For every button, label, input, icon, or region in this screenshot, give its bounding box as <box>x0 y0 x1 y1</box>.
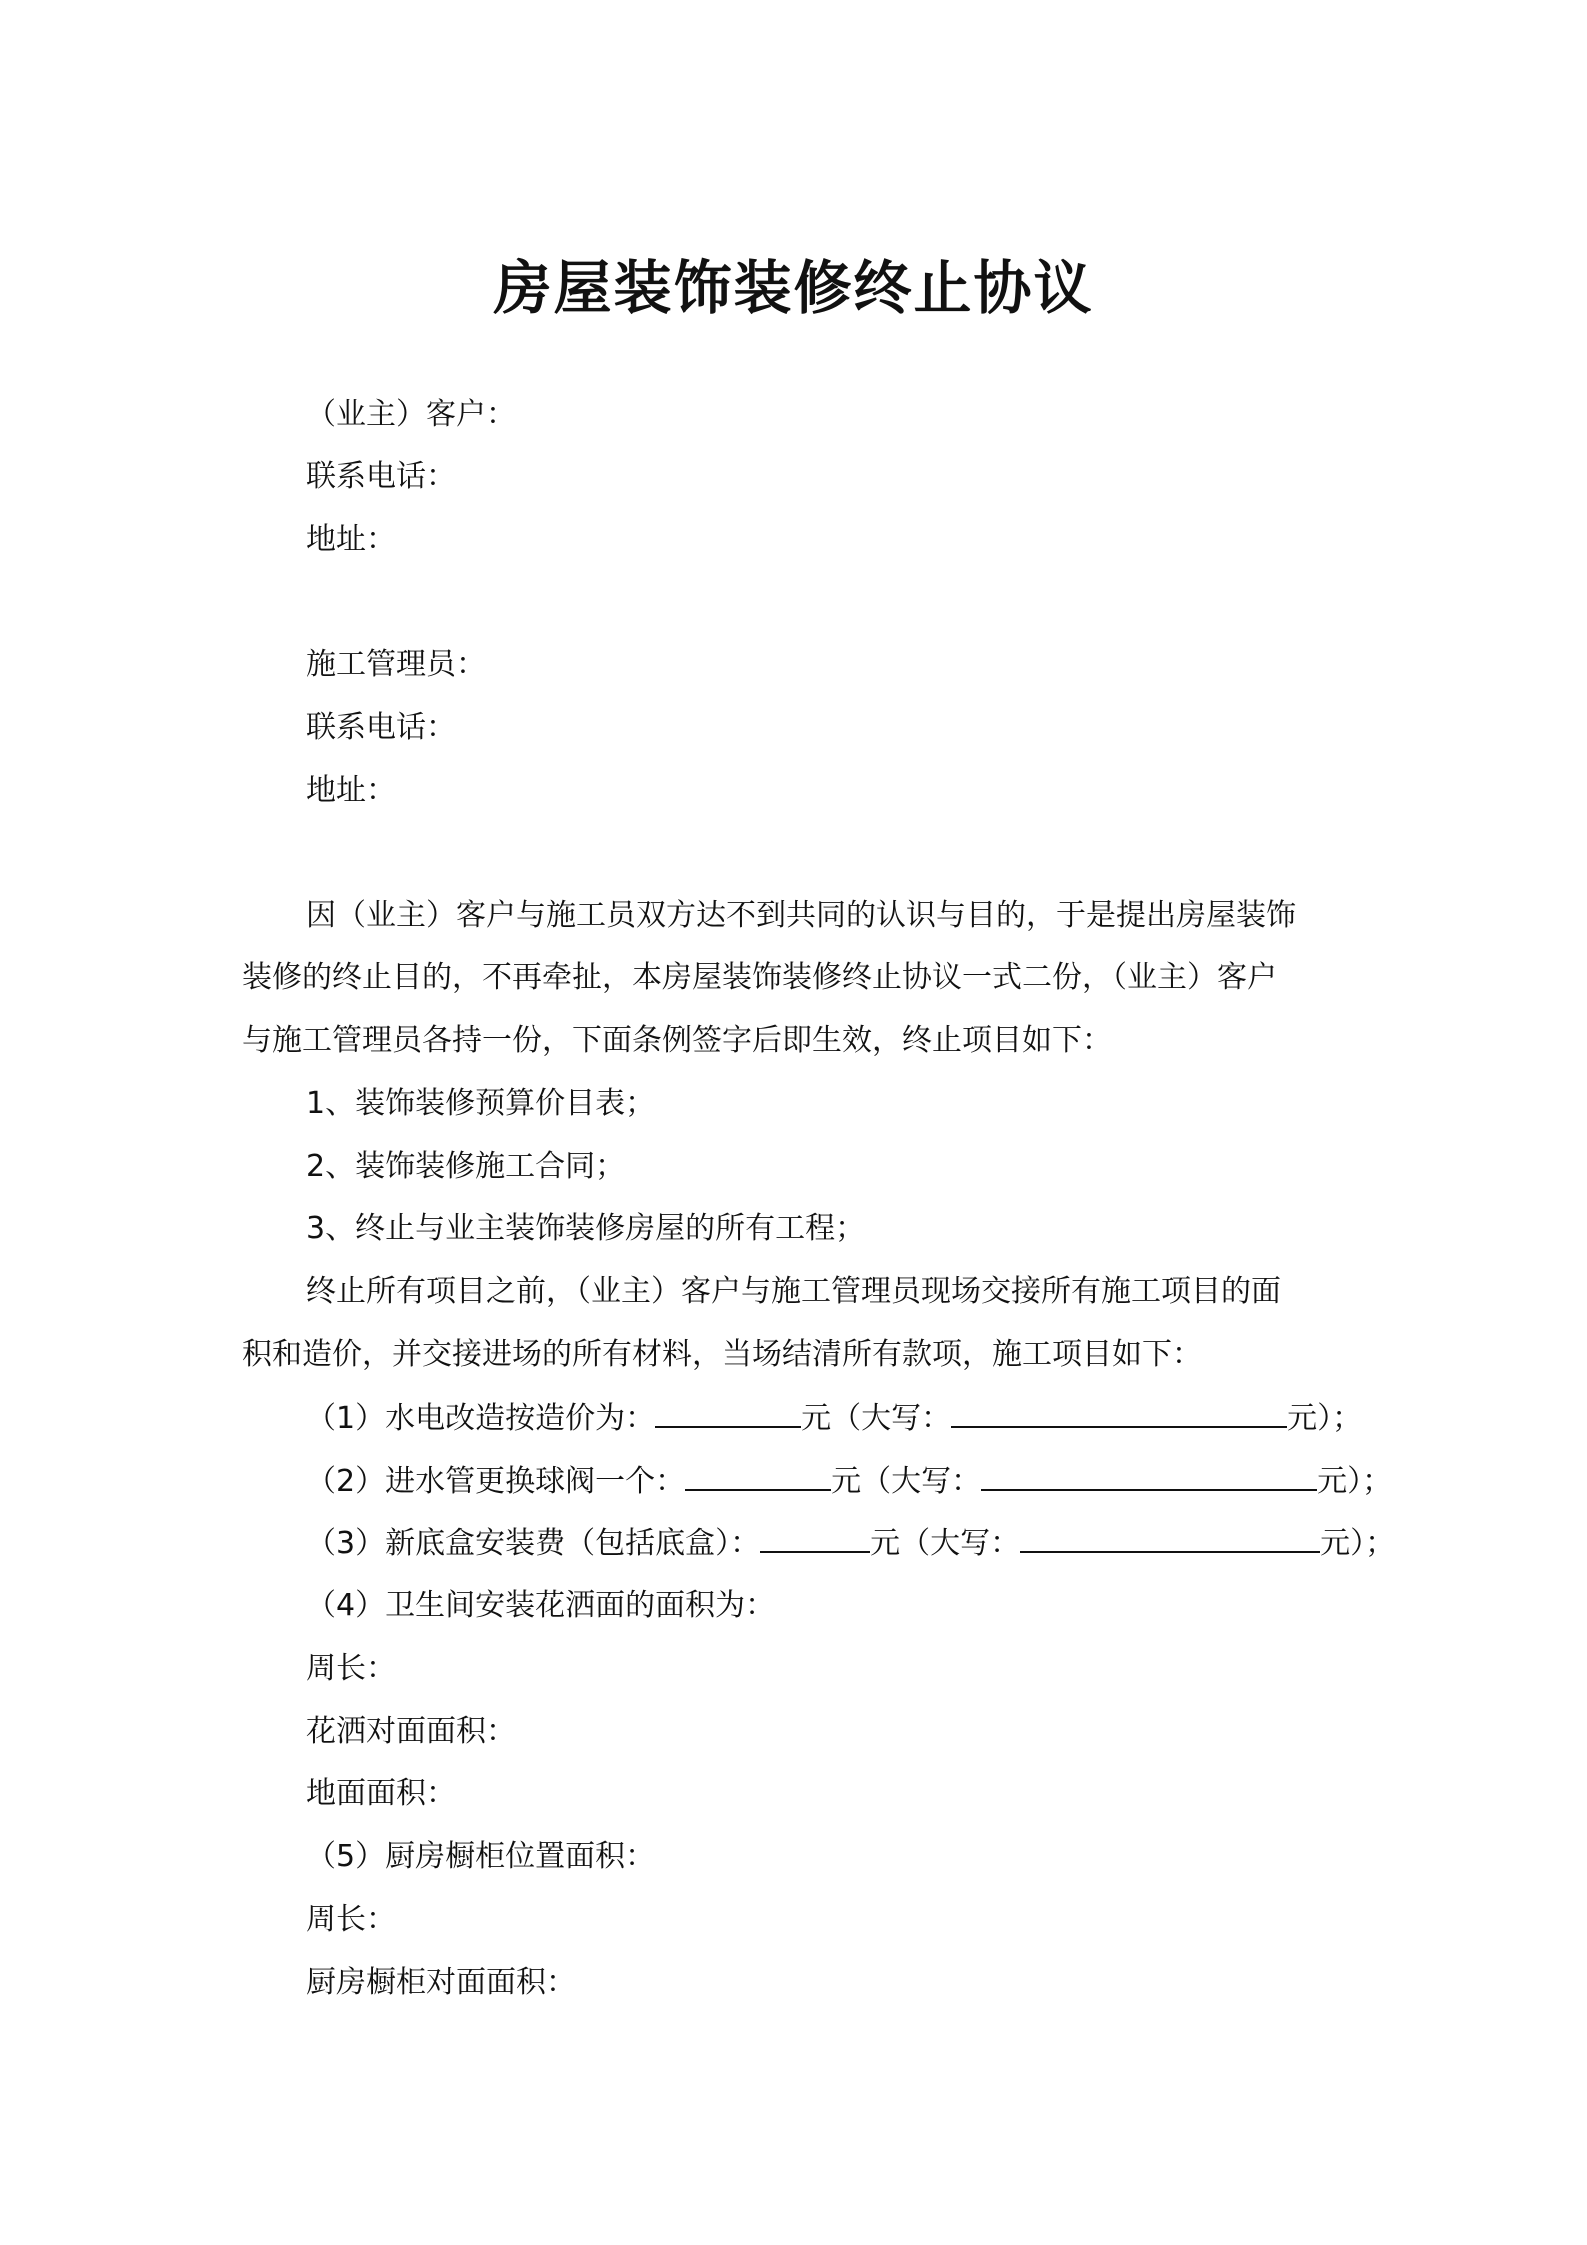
cost-item-label: （1）水电改造按造价为： <box>306 1401 656 1436</box>
amount-words-blank[interactable] <box>1020 1521 1320 1553</box>
intro-paragraph-line: 与施工管理员各持一份，下面条例签字后即生效，终止项目如下： <box>242 1023 1112 1058</box>
amount-words-blank[interactable] <box>951 1396 1287 1428</box>
kitchen-opposite-area-label: 厨房橱柜对面面积： <box>306 1965 576 2000</box>
cost-item-end: 元）； <box>1317 1464 1393 1499</box>
owner-phone-label: 联系电话： <box>306 459 456 494</box>
owner-client-label: （业主）客户： <box>306 397 516 432</box>
handover-paragraph-line: 终止所有项目之前，（业主）客户与施工管理员现场交接所有施工项目的面 <box>306 1274 1281 1309</box>
owner-address-label: 地址： <box>306 522 396 557</box>
term-item: 2、装饰装修施工合同； <box>306 1149 626 1184</box>
bathroom-opposite-area-label: 花洒对面面积： <box>306 1714 516 1749</box>
amount-blank[interactable] <box>685 1459 831 1491</box>
cost-item-row <box>306 1459 1392 1504</box>
cost-item-unit: 元（大写： <box>831 1464 982 1499</box>
amount-blank[interactable] <box>655 1396 801 1428</box>
cost-item-row <box>306 1521 1395 1566</box>
amount-blank[interactable] <box>760 1521 870 1553</box>
cost-item-row <box>306 1396 1362 1441</box>
term-item: 3、终止与业主装饰装修房屋的所有工程； <box>306 1211 866 1246</box>
document-title: 房屋装饰装修终止协议 <box>493 254 1094 322</box>
term-item: 1、装饰装修预算价目表； <box>306 1086 656 1121</box>
intro-paragraph-line: 装修的终止目的，不再牵扯，本房屋装饰装修终止协议一式二份，（业主）客户 <box>242 960 1277 995</box>
cost-item-label: （3）新底盒安装费（包括底盒）： <box>306 1526 761 1561</box>
handover-paragraph-line: 积和造价，并交接进场的所有材料，当场结清所有款项，施工项目如下： <box>242 1337 1202 1372</box>
cost-item-unit: 元（大写： <box>801 1401 952 1436</box>
bathroom-perimeter-label: 周长： <box>306 1651 396 1686</box>
kitchen-perimeter-label: 周长： <box>306 1902 396 1937</box>
bathroom-floor-area-label: 地面面积： <box>306 1776 456 1811</box>
amount-words-blank[interactable] <box>981 1459 1317 1491</box>
cost-item-end: 元）； <box>1320 1526 1396 1561</box>
cost-item-label: （2）进水管更换球阀一个： <box>306 1464 686 1499</box>
kitchen-heading: （5）厨房橱柜位置面积： <box>306 1839 656 1874</box>
bathroom-heading: （4）卫生间安装花洒面的面积为： <box>306 1588 776 1623</box>
cost-item-end: 元）； <box>1287 1401 1363 1436</box>
intro-paragraph-line: 因（业主）客户与施工员双方达不到共同的认识与目的，于是提出房屋装饰 <box>306 898 1296 933</box>
manager-name-label: 施工管理员： <box>306 647 486 682</box>
cost-item-unit: 元（大写： <box>870 1526 1021 1561</box>
manager-phone-label: 联系电话： <box>306 710 456 745</box>
manager-address-label: 地址： <box>306 773 396 808</box>
